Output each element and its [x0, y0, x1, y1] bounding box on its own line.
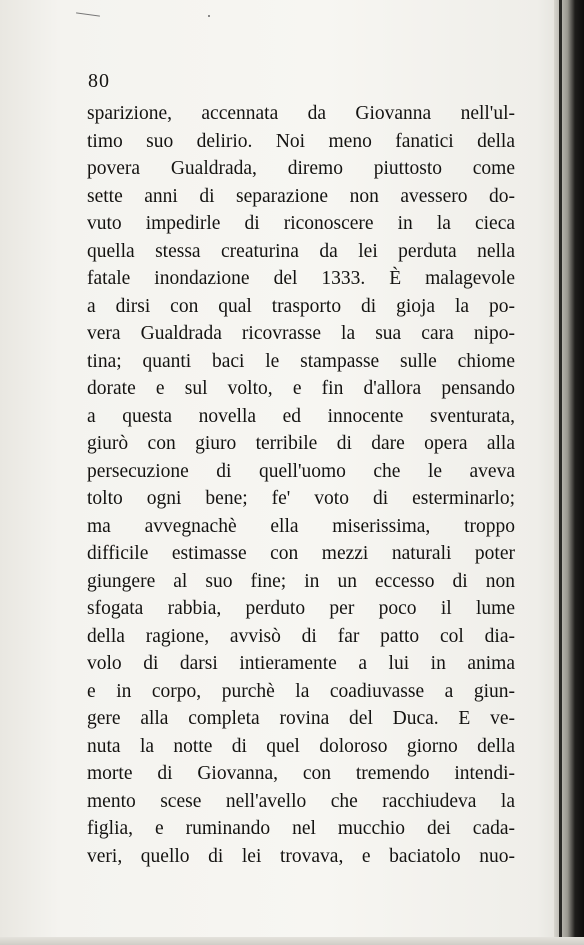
body-text	[87, 100, 515, 870]
text-line: mento scese nell'avello che racchiudeva la	[87, 790, 515, 812]
text-line: giungere al suo fine; in un eccesso di non	[87, 570, 515, 592]
text-line: a questa novella ed innocente sventurata,	[87, 405, 515, 427]
text-line: difficile estimasse con mezzi naturali poter	[87, 543, 515, 564]
text-line: sfogata rabbia, perduto per poco il lume	[87, 598, 515, 619]
book-spine-edge	[559, 0, 562, 945]
text-line: ma avvegnachè ella miserissima, troppo	[87, 515, 515, 537]
text-line: gere alla completa rovina del Duca. E ve-	[87, 708, 515, 729]
ink-dot	[208, 15, 210, 17]
text-line: tina; quanti baci le stampasse sulle chiome	[87, 350, 515, 372]
text-line: della ragione, avvisò di far patto col dia-	[87, 625, 515, 647]
text-line: dorate e sul volto, e fin d'allora pensando	[87, 378, 515, 399]
text-line: e in corpo, purchè la coadiuvasse a giun-	[87, 680, 515, 702]
text-line: persecuzione di quell'uomo che le aveva	[87, 460, 515, 482]
text-line: veri, quello di lei trovava, e baciatolo nuo-	[87, 845, 515, 867]
ink-mark	[76, 12, 100, 16]
text-line: vuto impedirle di riconoscere in la cieca	[87, 213, 515, 234]
text-line: nuta la notte di quel doloroso giorno della	[87, 735, 515, 757]
text-line: vera Gualdrada ricovrasse la sua cara nipo-	[87, 323, 515, 344]
text-line: quella stessa creaturina da lei perduta nella	[87, 240, 515, 262]
text-line: sette anni di separazione non avessero do-	[87, 185, 515, 207]
page-bottom-edge	[0, 937, 584, 945]
text-line: sparizione, accennata da Giovanna nell'ul-	[87, 103, 515, 124]
text-line: giurò con giuro terribile di dare opera alla	[87, 433, 515, 454]
text-line: a dirsi con qual trasporto di gioja la po-	[87, 295, 515, 317]
text-line: volo di darsi intieramente a lui in anima	[87, 653, 515, 674]
text-line: morte di Giovanna, con tremendo intendi-	[87, 763, 515, 784]
text-line: timo suo delirio. Noi meno fanatici della	[87, 130, 515, 152]
text-line: figlia, e ruminando nel mucchio dei cada-	[87, 818, 515, 839]
text-line: fatale inondazione del 1333. È malagevole	[87, 268, 515, 289]
text-line: povera Gualdrada, diremo piuttosto come	[87, 158, 515, 179]
text-line: tolto ogni bene; fe' voto di esterminarlo;	[87, 488, 515, 509]
page-number: 80	[88, 70, 110, 92]
